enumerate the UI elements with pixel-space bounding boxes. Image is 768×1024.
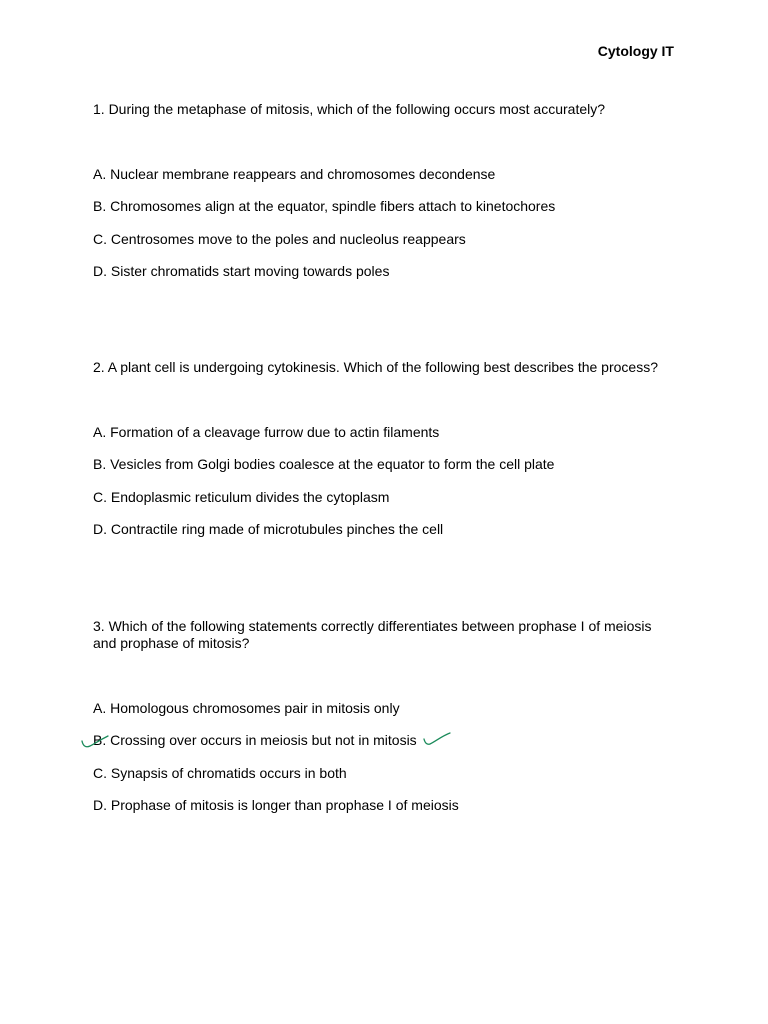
- option-b: B. Chromosomes align at the equator, spindle fibers attach to kinetochores: [93, 198, 556, 215]
- question-text: 1. During the metaphase of mitosis, which of the following occurs most accurately?: [93, 101, 606, 117]
- question-text: 2. A plant cell is undergoing cytokinesis. Which of the following best describes the process?: [93, 359, 658, 375]
- page-title: Cytology IT: [597, 43, 674, 59]
- option-a: A. Nuclear membrane reappears and chromosomes decondense: [93, 166, 496, 182]
- option-list: [93, 424, 673, 554]
- option-a: A. Homologous chromosomes pair in mitosis only: [93, 700, 400, 716]
- option-d: D. Sister chromatids start moving towards poles: [93, 263, 390, 280]
- option-d: D. Contractile ring made of microtubules pinches the cell: [93, 521, 444, 538]
- option-d: D. Prophase of mitosis is longer than prophase I of meiosis: [93, 797, 459, 814]
- option-a: A. Formation of a cleavage furrow due to actin filaments: [93, 424, 440, 440]
- question-2: [93, 359, 673, 554]
- option-list: [93, 166, 673, 296]
- option-b-text: B. Crossing over occurs in meiosis but not in mitosis: [93, 732, 417, 749]
- option-c: C. Endoplasmic reticulum divides the cytoplasm: [93, 488, 390, 505]
- option-list: [93, 700, 673, 830]
- question-1: [93, 101, 673, 296]
- question-text: 3. Which of the following statements correctly differentiates between prophase I of meiosis and prophase of mitosis?: [93, 618, 652, 651]
- question-3: [93, 618, 673, 830]
- option-b-selected: [93, 732, 673, 764]
- option-c: C. Centrosomes move to the poles and nucleolus reappears: [93, 230, 466, 247]
- option-b: B. Vesicles from Golgi bodies coalesce at the equator to form the cell plate: [93, 456, 555, 473]
- option-c: C. Synapsis of chromatids occurs in both: [93, 764, 347, 781]
